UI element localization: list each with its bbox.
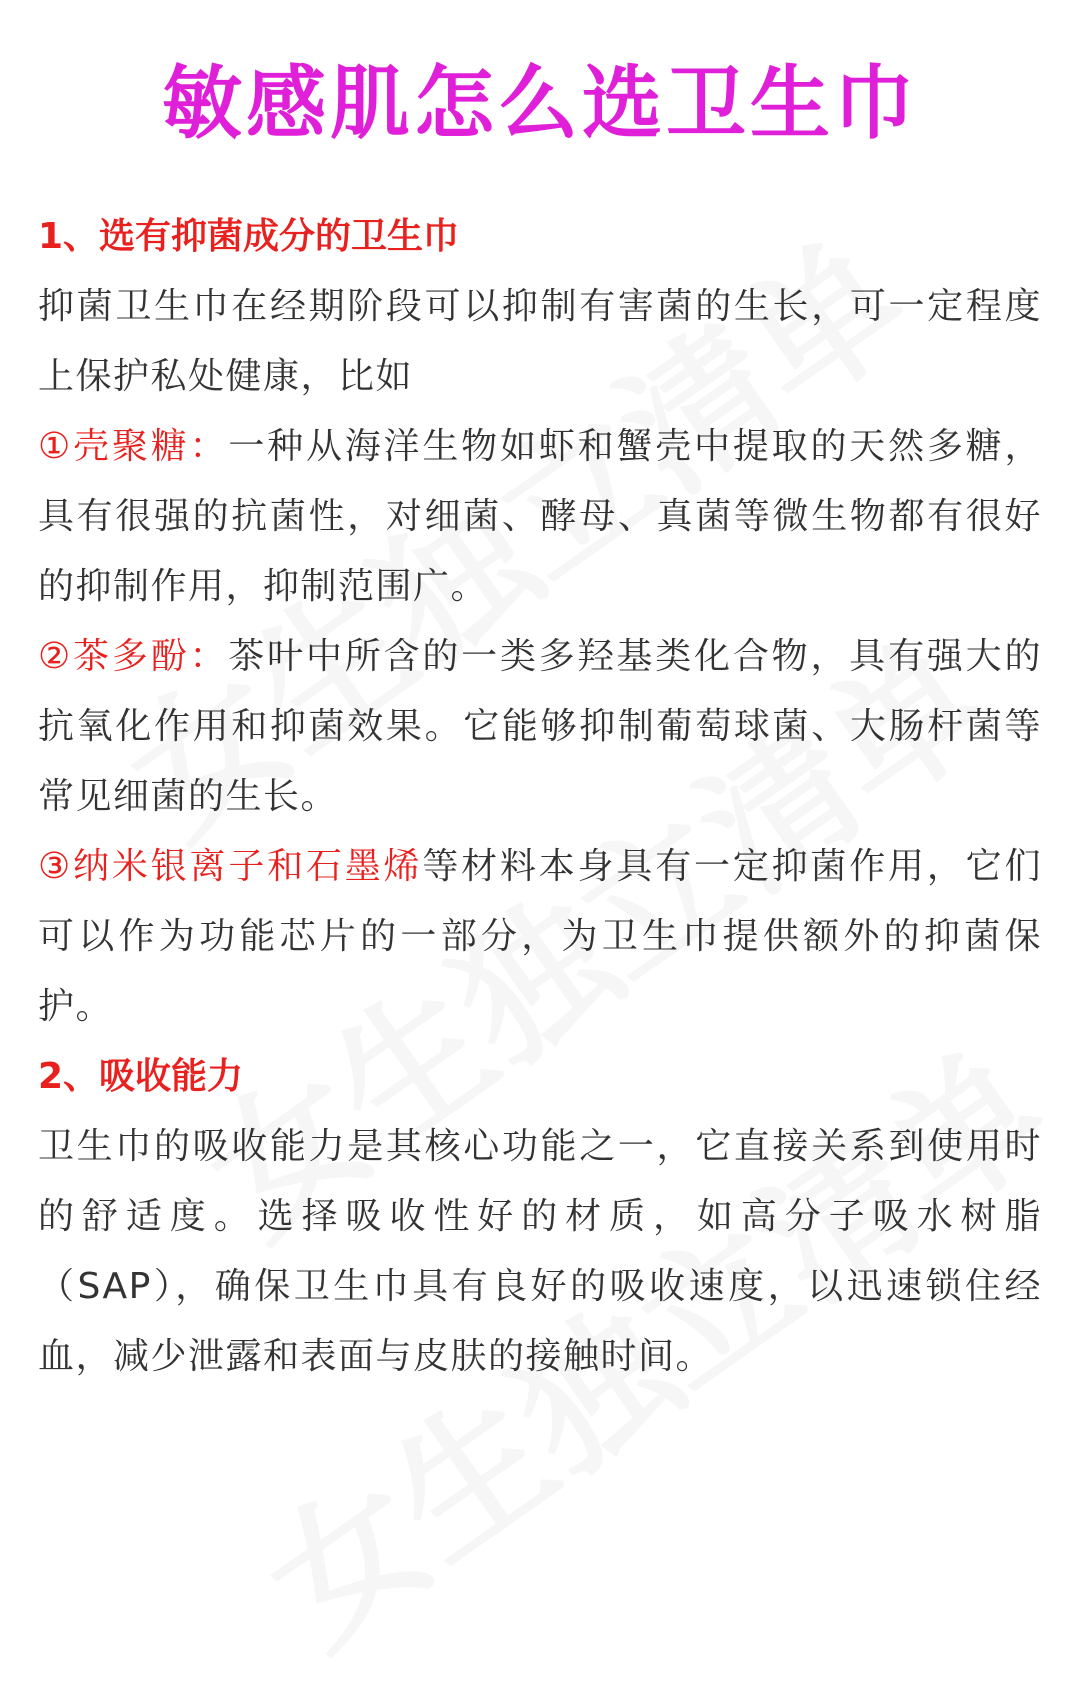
item-label: ③纳米银离子和石墨烯: [38, 846, 423, 887]
list-item: [38, 412, 1042, 622]
item-label: ①壳聚糖：: [38, 426, 229, 467]
item-text: 一种从海洋生物如虾和蟹壳中提取的天然多糖，具有很强的抗菌性，对细菌、酵母、真菌等微生物都有很好的抑制作用，抑制范围广。: [38, 426, 1042, 607]
item-text: 等材料本身具有一定抑菌作用，它们可以作为功能芯片的一部分，为卫生巾提供额外的抑菌保护。: [38, 846, 1042, 1027]
item-text: 茶叶中所含的一类多羟基类化合物，具有强大的抗氧化作用和抑菌效果。它能够抑制葡萄球菌、大肠杆菌等常见细菌的生长。: [38, 636, 1042, 817]
article-body: [38, 202, 1042, 1392]
item-label: ②茶多酚：: [38, 636, 229, 677]
section-heading: 2、吸收能力: [38, 1056, 244, 1097]
list-item: [38, 832, 1042, 1042]
list-item: [38, 622, 1042, 832]
section-heading: 1、选有抑菌成分的卫生巾: [38, 216, 460, 257]
section-body: 卫生巾的吸收能力是其核心功能之一，它直接关系到使用时的舒适度。选择吸收性好的材质，如高分子吸水树脂（SAP），确保卫生巾具有良好的吸收速度，以迅速锁住经血，减少泄露和表面与皮肤的接触时间。: [38, 1126, 1042, 1377]
page-title: 敏感肌怎么选卫生巾: [162, 57, 918, 150]
section-intro: 抑菌卫生巾在经期阶段可以抑制有害菌的生长，可一定程度上保护私处健康，比如: [38, 286, 1042, 397]
